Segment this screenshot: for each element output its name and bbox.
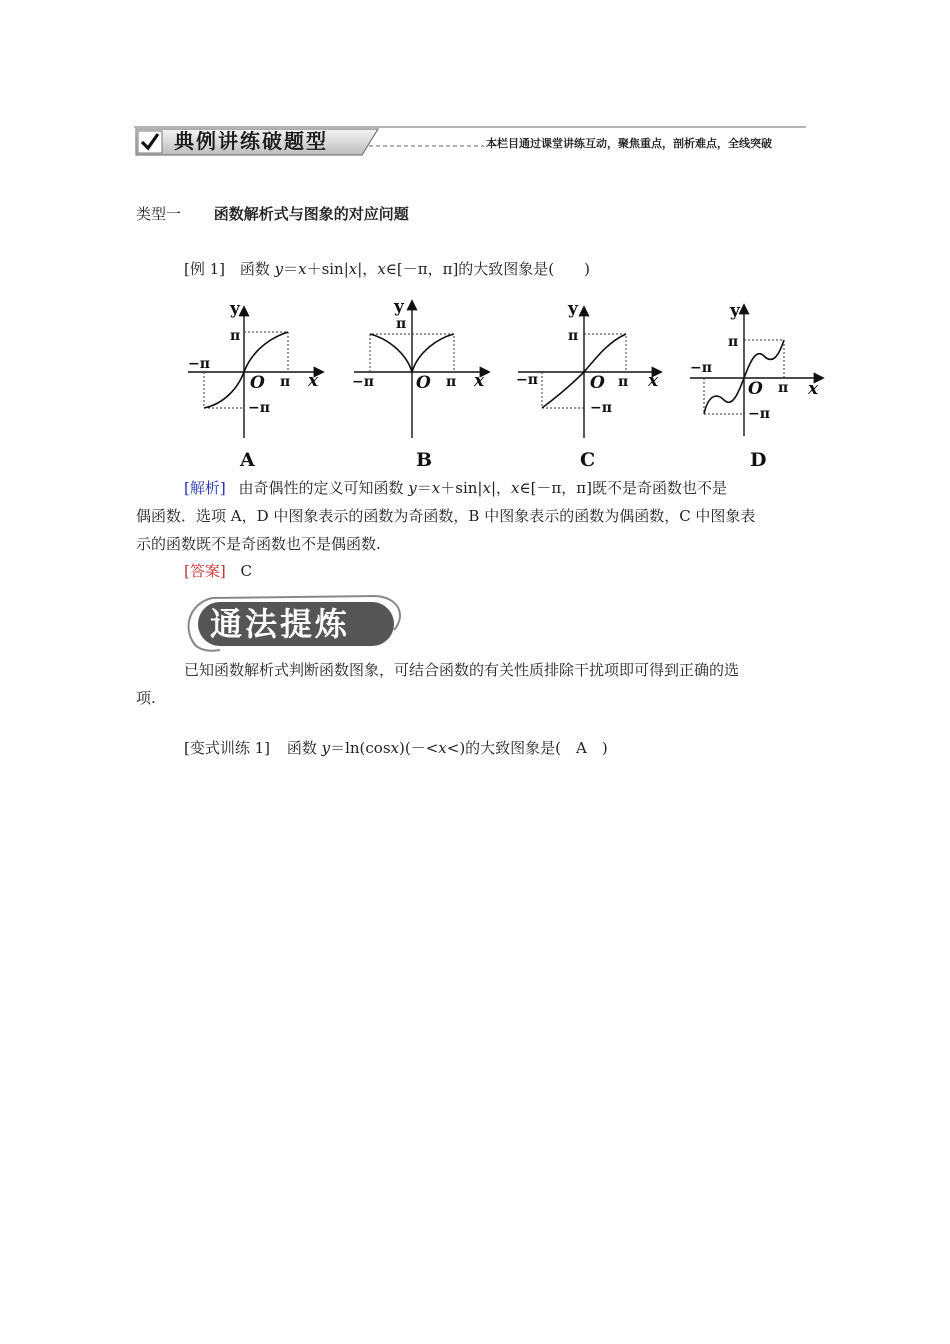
example-pre: 函数: [239, 260, 275, 278]
example-plus-sin: ＋sin|: [306, 260, 349, 278]
y-label: y: [230, 299, 240, 319]
analysis-bar: |，: [490, 479, 511, 497]
graph-c: [514, 296, 674, 470]
method-line-1: 已知函数解析式判断函数图象，可结合函数的有关性质排除干扰项即可得到正确的选: [184, 661, 740, 679]
pi-label: π: [728, 334, 739, 350]
graph-d: [686, 296, 836, 470]
analysis-x1: x: [431, 479, 441, 497]
type-heading: [136, 200, 409, 228]
x-label: x: [308, 371, 319, 391]
neg-pi-label: −π: [516, 372, 538, 388]
variant-y: y: [321, 739, 331, 757]
variant-tag: [变式训练 1]: [184, 739, 271, 757]
answer-value: C: [240, 562, 252, 580]
analysis-line-1: [184, 474, 727, 502]
answer-line: [184, 557, 252, 585]
curve-a: [204, 332, 291, 408]
banner-subtitle: 本栏目通过课堂讲练互动，聚焦重点，剖析难点，全线突破: [486, 137, 772, 150]
neg-pi-label: −π: [690, 360, 712, 376]
variant-eq: ＝ln(cos: [330, 739, 391, 757]
pi-label: π: [568, 328, 579, 344]
analysis-y: y: [408, 479, 417, 497]
neg-pi-y-label: −π: [748, 406, 770, 422]
type-title: 函数解析式与图象的对应问题: [213, 205, 409, 223]
graph-label-b: B: [416, 449, 433, 470]
neg-pi-y-label: −π: [248, 400, 270, 416]
analysis-x3: x: [511, 479, 520, 497]
pi-x-label: π: [280, 374, 291, 390]
variant-post: <)的大致图象是( A ): [446, 739, 608, 757]
y-label: y: [568, 299, 578, 319]
analysis-x2: x: [482, 479, 491, 497]
example-bar: |，: [357, 260, 378, 278]
example-domain: ∈[－π，π]的大致图象是( ): [385, 260, 591, 278]
variant-x2: x: [438, 739, 447, 757]
origin-label: O: [416, 373, 431, 393]
variant-question: [184, 734, 608, 762]
variant-mid: )(－<: [399, 739, 439, 757]
variant-x1: x: [390, 739, 399, 757]
method-title: 通法提炼: [210, 605, 351, 643]
pi-x-label: π: [778, 380, 789, 396]
banner-title: 典例讲练破题型: [174, 129, 328, 153]
method-line-2: 项.: [136, 689, 156, 707]
x-label: x: [808, 379, 819, 399]
analysis-tag: [解析]: [184, 479, 226, 497]
analysis-line-2: 偶函数．选项 A，D 中图象表示的函数为奇函数，B 中图象表示的函数为偶函数，C 中图象表: [136, 507, 756, 525]
example-x1: x: [298, 260, 307, 278]
example-tag: [例 1]: [184, 260, 226, 278]
neg-pi-label: −π: [352, 374, 374, 390]
x-label: x: [474, 371, 485, 391]
variant-pre: 函数: [286, 739, 322, 757]
pi-label: π: [396, 316, 407, 332]
graph-b: [350, 296, 500, 470]
graph-label-a: A: [240, 449, 255, 470]
origin-label: O: [590, 373, 605, 393]
section-banner: [134, 124, 806, 158]
example-x3: x: [377, 260, 386, 278]
pi-x-label: π: [618, 374, 629, 390]
analysis-line-3: 示的函数既不是奇函数也不是偶函数.: [136, 535, 381, 553]
method-banner: [180, 590, 410, 656]
analysis-plus-sin: ＋sin|: [440, 479, 483, 497]
origin-label: O: [748, 379, 763, 399]
example-x2: x: [348, 260, 358, 278]
origin-label: O: [250, 373, 265, 393]
example-question: [184, 255, 590, 283]
analysis-eq: ＝: [416, 479, 432, 497]
example-eq: ＝: [283, 260, 299, 278]
graph-a: [184, 296, 334, 470]
answer-tag: [答案]: [184, 562, 226, 580]
y-label: y: [394, 297, 404, 317]
neg-pi-y-label: −π: [590, 400, 612, 416]
y-label: y: [730, 301, 740, 321]
graph-label-c: C: [580, 449, 596, 470]
pi-label: π: [230, 328, 241, 344]
pi-x-label: π: [446, 374, 457, 390]
type-label: 类型一: [136, 205, 182, 223]
example-y: y: [274, 260, 284, 278]
analysis-post: ∈[－π，π]既不是奇函数也不是: [519, 479, 727, 497]
analysis-pre: 由奇偶性的定义可知函数: [238, 479, 409, 497]
graph-label-d: D: [750, 449, 767, 470]
neg-pi-label: −π: [188, 356, 210, 372]
x-label: x: [648, 371, 659, 391]
